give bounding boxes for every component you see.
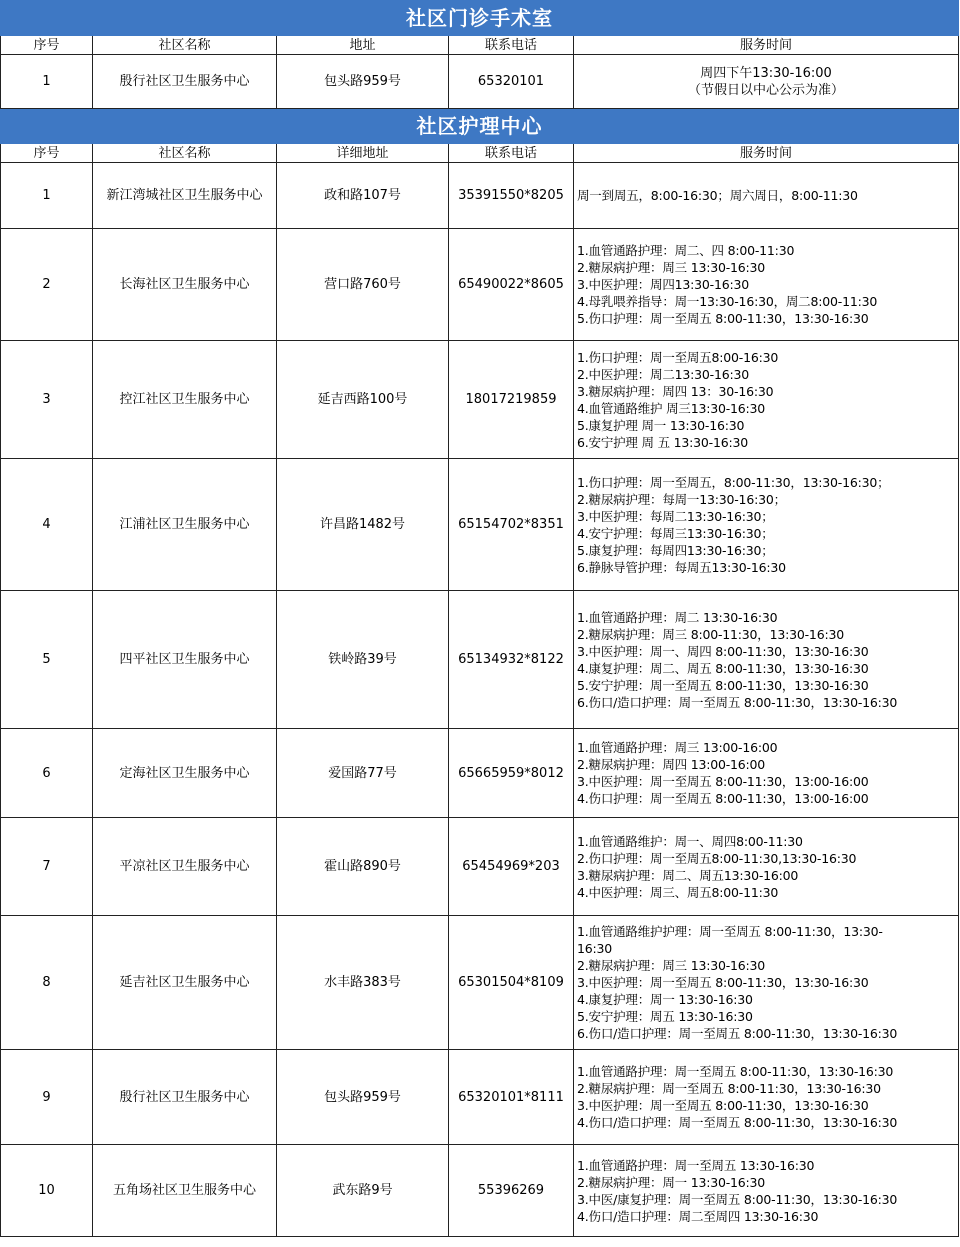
row-name: 江浦社区卫生服务中心 [93,459,277,591]
row-no: 9 [1,1050,93,1145]
row-name: 殷行社区卫生服务中心 [93,55,277,109]
row-schedule [574,341,959,459]
row-address: 包头路959号 [277,1050,449,1145]
schedule-line: 4.伤口护理：周一至周五 8:00-11:30，13:00-16:00 [577,791,869,806]
schedule-line: 2.糖尿病护理：周一 13:30-16:30 [577,1174,766,1190]
row-phone: 35391550*8205 [449,163,574,229]
schedule-line: 3.糖尿病护理：周四 13：30-16:30 [577,383,774,399]
schedule-line: 2.糖尿病护理：周三 8:00-11:30，13:30-16:30 [577,626,844,642]
row-time-line: 周四下午13:30-16:00 [700,65,832,81]
table-row [1,341,959,459]
schedule-line: 1.血管通路护理：周二、四 8:00-11:30 [577,243,795,258]
schedule-line: 6.静脉导管护理：每周五13:30-16:30 [577,559,786,575]
header-phone: 联系电话 [449,36,574,55]
schedule-line: 16:30 [577,941,613,956]
header-address: 详细地址 [277,144,449,163]
schedule-line: 5.安宁护理：周五 13:30-16:30 [577,1009,753,1024]
row-address: 政和路107号 [277,163,449,229]
row-address: 水丰路383号 [277,916,449,1050]
row-no: 6 [1,729,93,818]
section2-title: 社区护理中心 [1,109,959,144]
row-address: 营口路760号 [277,229,449,341]
row-name: 新江湾城社区卫生服务中心 [93,163,277,229]
header-no: 序号 [1,36,93,55]
schedule-line: 5.安宁护理：周一至周五 8:00-11:30，13:30-16:30 [577,677,869,693]
schedule-line: 3.糖尿病护理：周二、周五13:30-16:00 [577,867,799,883]
table-row [1,818,959,916]
schedule-line: 1.伤口护理：周一至周五，8:00-11:30，13:30-16:30； [577,474,890,490]
schedule-line: 4.伤口/造口护理：周一至周五 8:00-11:30，13:30-16:30 [577,1115,898,1130]
row-phone: 65490022*8605 [449,229,574,341]
table-row [1,916,959,1050]
row-no: 3 [1,341,93,459]
schedule-line: 6.伤口/造口护理：周一至周五 8:00-11:30，13:30-16:30 [577,694,898,710]
row-schedule [574,818,959,916]
schedule-line: 5.伤口护理：周一至周五 8:00-11:30，13:30-16:30 [577,311,869,326]
row-phone: 65320101*8111 [449,1050,574,1145]
schedule-line: 3.中医/康复护理：周一至周五 8:00-11:30，13:30-16:30 [577,1191,898,1207]
schedule-line: 4.安宁护理：每周三13:30-16:30； [577,525,774,541]
row-schedule [574,229,959,341]
section1-banner-row [1,1,959,36]
header-no: 序号 [1,144,93,163]
schedule-line: 6.安宁护理 周 五 13:30-16:30 [577,434,749,450]
row-address: 铁岭路39号 [277,591,449,729]
header-name: 社区名称 [93,36,277,55]
schedule-line: 1.血管通路维护护理：周一至周五 8:00-11:30，13:30- [577,924,883,939]
section2-banner-row [1,109,959,144]
row-schedule [574,459,959,591]
row-address: 许昌路1482号 [277,459,449,591]
table-row [1,459,959,591]
section1-header-row [1,36,959,55]
row-no: 5 [1,591,93,729]
table-row [1,729,959,818]
row-schedule [574,1145,959,1237]
schedule-line: 4.康复护理：周二、周五 8:00-11:30，13:30-16:30 [577,660,869,676]
row-name: 四平社区卫生服务中心 [93,591,277,729]
schedule-line: 2.中医护理：周二13:30-16:30 [577,366,749,382]
schedule-line: 2.糖尿病护理：周三 13:30-16:30 [577,260,766,275]
row-phone: 65320101 [449,55,574,109]
row-schedule [574,591,959,729]
row-phone: 55396269 [449,1145,574,1237]
row-address: 包头路959号 [277,55,449,109]
row-schedule [574,916,959,1050]
section2-header-row [1,144,959,163]
table-row [1,163,959,229]
schedule-line: 3.中医护理：周一至周五 8:00-11:30，13:30-16:30 [577,1098,869,1113]
row-name: 殷行社区卫生服务中心 [93,1050,277,1145]
schedule-line: 2.糖尿病护理：周四 13:00-16:00 [577,757,766,772]
row-no: 10 [1,1145,93,1237]
schedule-line: 3.中医护理：周一、周四 8:00-11:30，13:30-16:30 [577,643,869,659]
row-phone: 65134932*8122 [449,591,574,729]
row-name: 延吉社区卫生服务中心 [93,916,277,1050]
table-row [1,1145,959,1237]
row-schedule [574,163,959,229]
row-schedule [574,1050,959,1145]
schedule-line: 1.血管通路护理：周二 13:30-16:30 [577,609,778,625]
row-phone: 65154702*8351 [449,459,574,591]
schedule-line: 2.伤口护理：周一至周五8:00-11:30,13:30-16:30 [577,850,857,866]
schedule-line: 4.中医护理：周三、周五8:00-11:30 [577,884,779,900]
row-no: 1 [1,163,93,229]
row-schedule [574,729,959,818]
row-phone: 65665959*8012 [449,729,574,818]
schedule-line: 4.母乳喂养指导：周一13:30-16:30，周二8:00-11:30 [577,294,878,309]
row-address: 延吉西路100号 [277,341,449,459]
row-no: 1 [1,55,93,109]
row-name: 长海社区卫生服务中心 [93,229,277,341]
schedule-line: 5.康复护理：每周四13:30-16:30； [577,542,774,558]
schedule-line: 3.中医护理：周一至周五 8:00-11:30，13:30-16:30 [577,975,869,990]
row-address: 武东路9号 [277,1145,449,1237]
schedule-line: 3.中医护理：周一至周五 8:00-11:30，13:00-16:00 [577,774,869,789]
row-phone: 65301504*8109 [449,916,574,1050]
header-phone: 联系电话 [449,144,574,163]
row-phone: 18017219859 [449,341,574,459]
row-address: 爱国路77号 [277,729,449,818]
table-row [1,229,959,341]
row-name: 平凉社区卫生服务中心 [93,818,277,916]
section1-row [1,55,959,109]
row-name: 控江社区卫生服务中心 [93,341,277,459]
schedule-line: 5.康复护理 周一 13:30-16:30 [577,417,745,433]
table-row [1,1050,959,1145]
row-time [574,55,959,109]
section2-rows [1,163,959,1237]
row-no: 2 [1,229,93,341]
schedule-line: 6.伤口/造口护理：周一至周五 8:00-11:30，13:30-16:30 [577,1026,898,1041]
schedule-line: 1.伤口护理：周一至周五8:00-16:30 [577,349,779,365]
row-no: 8 [1,916,93,1050]
schedule-line: 2.糖尿病护理：周三 13:30-16:30 [577,958,766,973]
schedule-line: 1.血管通路护理：周一至周五 13:30-16:30 [577,1157,815,1173]
schedule-line: 1.血管通路维护：周一、周四8:00-11:30 [577,833,803,849]
schedule-line: 2.糖尿病护理：每周一13:30-16:30； [577,491,786,507]
section1-title: 社区门诊手术室 [1,1,959,36]
schedule-line: 1.血管通路护理：周三 13:00-16:00 [577,740,778,755]
schedule-line: 4.康复护理：周一 13:30-16:30 [577,992,753,1007]
row-no: 7 [1,818,93,916]
row-address: 霍山路890号 [277,818,449,916]
row-no: 4 [1,459,93,591]
schedule-line: 3.中医护理：每周二13:30-16:30； [577,508,774,524]
schedule-line: 2.糖尿病护理：周一至周五 8:00-11:30，13:30-16:30 [577,1081,881,1096]
header-name: 社区名称 [93,144,277,163]
row-time-note: （节假日以中心公示为准） [688,82,845,98]
row-name: 五角场社区卫生服务中心 [93,1145,277,1237]
schedule-line: 1.血管通路护理：周一至周五 8:00-11:30，13:30-16:30 [577,1064,894,1079]
header-time: 服务时间 [574,36,959,55]
schedule-line: 周一到周五，8:00-16:30；周六周日，8:00-11:30 [577,188,858,203]
schedule-line: 3.中医护理：周四13:30-16:30 [577,277,749,292]
schedule-line: 4.伤口/造口护理：周二至周四 13:30-16:30 [577,1208,819,1224]
row-phone: 65454969*203 [449,818,574,916]
header-time: 服务时间 [574,144,959,163]
row-name: 定海社区卫生服务中心 [93,729,277,818]
header-address: 地址 [277,36,449,55]
schedule-line: 4.血管通路维护 周三13:30-16:30 [577,400,766,416]
table-row [1,591,959,729]
